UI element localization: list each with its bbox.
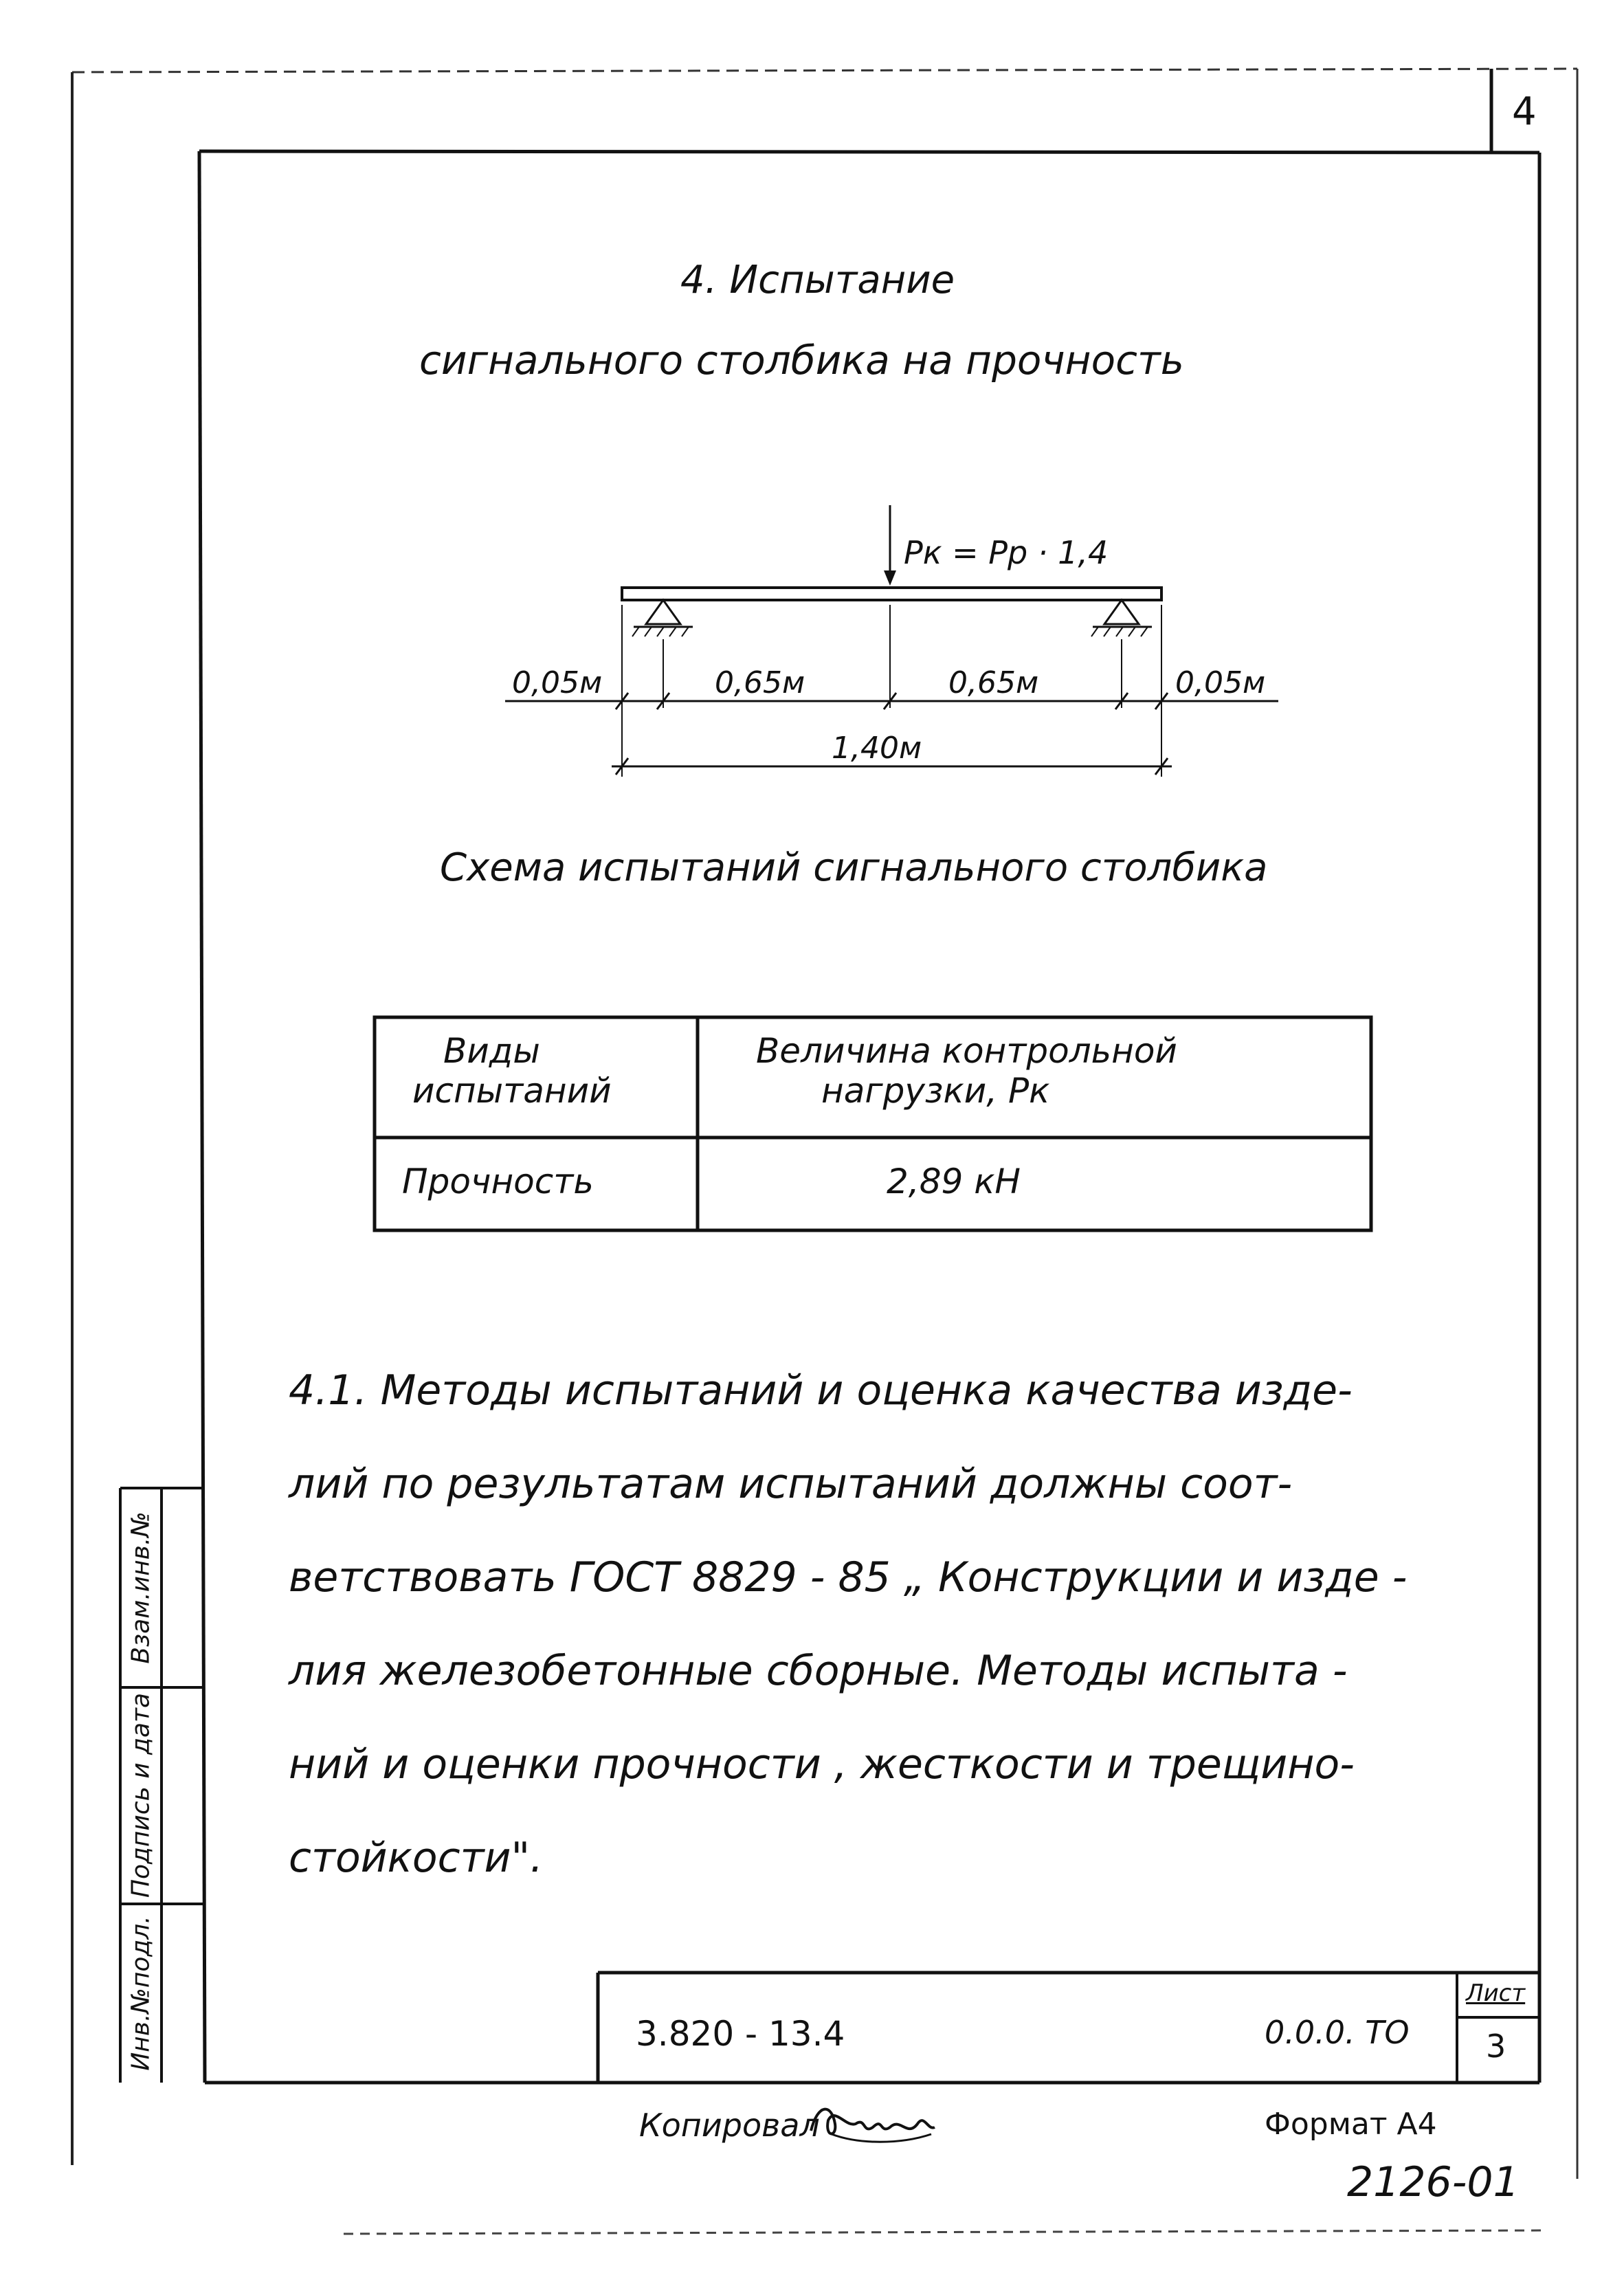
table-cell-test-type: Прочность — [402, 1162, 594, 1201]
stamp-signature-date: Подпись и дата — [126, 1692, 155, 1898]
paragraph-line: лий по результатам испытаний должны соот- — [289, 1460, 1293, 1508]
table-header-type — [412, 1031, 612, 1111]
stamp-replaced-inventory: Взам.инв.№ — [126, 1511, 155, 1664]
doc-suffix: 0.0.0. ТО — [1265, 2014, 1410, 2051]
format-label: Формат А4 — [1265, 2107, 1437, 2142]
archive-number: 2126-01 — [1347, 2158, 1520, 2206]
table-cell-load-value: 2,89 кН — [887, 1162, 1021, 1201]
sheet-number: 3 — [1486, 2028, 1506, 2065]
dim-left-overhang: 0,05м — [512, 665, 603, 700]
body-paragraph — [289, 1344, 1491, 1905]
load-label: Рк = Рр · 1,4 — [904, 534, 1109, 571]
dim-total-length: 1,40м — [832, 731, 922, 766]
paragraph-line: ветствовать ГОСТ 8829 - 85 „ Конструкции и изде - — [289, 1553, 1408, 1601]
table-header-type-line1: Виды — [443, 1031, 540, 1071]
dim-left-span: 0,65м — [715, 665, 805, 700]
scheme-caption: Схема испытаний сигнального столбика — [440, 845, 1268, 890]
section-subtitle: сигнального столбика на прочность — [419, 337, 1184, 384]
dim-right-span: 0,65м — [948, 665, 1039, 700]
paragraph-line: стойкости". — [289, 1834, 544, 1882]
sheet-label: Лист — [1466, 1980, 1526, 2007]
corner-sheet-number: 4 — [1512, 89, 1537, 134]
dim-right-overhang: 0,05м — [1175, 665, 1266, 700]
copied-by-label: Копировал — [639, 2107, 820, 2144]
table-header-load-line2: нагрузки, Рк — [821, 1071, 1050, 1111]
paragraph-line: лия железобетонные сборные. Методы испыта - — [289, 1647, 1348, 1695]
stamp-original-inventory: Инв.№подл. — [126, 1916, 155, 2071]
table-header-type-line2: испытаний — [412, 1071, 612, 1111]
table-header-load-line1: Величина контрольной — [756, 1031, 1177, 1071]
paragraph-line: ний и оценки прочности , жесткости и трещино- — [289, 1740, 1355, 1788]
doc-code: 3.820 - 13.4 — [636, 2014, 845, 2054]
table-header-load — [756, 1031, 1177, 1111]
copier-signature — [804, 2096, 942, 2151]
paragraph-line: 4.1. Методы испытаний и оценка качества изде- — [289, 1366, 1353, 1415]
section-title: 4. Испытание — [680, 258, 955, 302]
